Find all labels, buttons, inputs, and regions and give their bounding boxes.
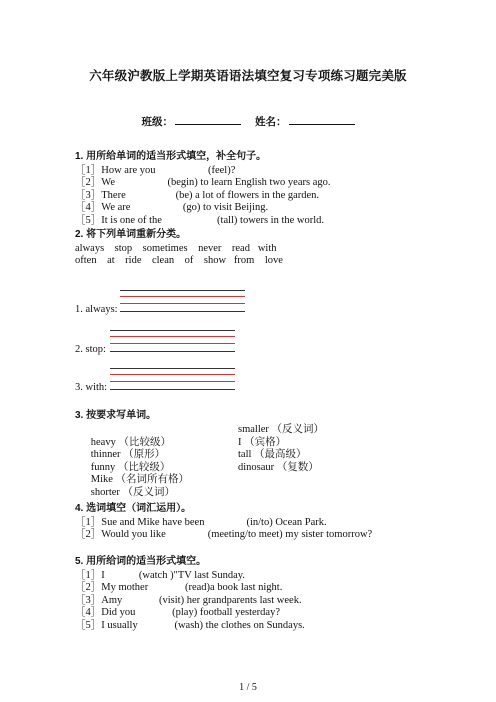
write-line — [110, 389, 235, 390]
s1-item-4: ［4］We are (go) to visit Beijing. — [75, 202, 269, 214]
s3-cell: tall （最高级） — [238, 449, 307, 461]
s5-item-5: ［5］I usually (wash) the clothes on Sundays. — [75, 619, 305, 631]
write-line — [110, 330, 235, 331]
s5-item-3: ［3］Amy (visit) her grandparents last week. — [75, 594, 302, 606]
s3-cell: I （宾格） — [238, 436, 287, 448]
s1-item-5: ［5］It is one of the (tall) towers in the world. — [75, 214, 325, 226]
word-row-1: always stop sometimes never read with — [75, 242, 277, 254]
s3-cell: thinner （原形） — [90, 449, 166, 461]
label-with: 3. with: — [75, 382, 108, 393]
s3-cell: Mike （名词所有格） — [90, 474, 190, 486]
write-line — [120, 290, 245, 291]
s3-cell: heavy （比较级） — [90, 436, 171, 448]
section-5 — [75, 556, 305, 633]
section-3-heading: 3. 按要求写单词。 — [75, 410, 157, 421]
page-title: 六年级沪教版上学期英语语法填空复习专项练习题完美版 — [89, 69, 407, 83]
label-always: 1. always: — [75, 304, 118, 315]
section-3 — [75, 410, 156, 424]
s5-item-2: ［2］My mother (read)a book last night. — [75, 582, 283, 594]
section-2 — [75, 229, 283, 268]
s4-item-1: ［1］Sue and Mike have been (in/to) Ocean Park. — [75, 516, 327, 528]
name-label: 姓名： — [255, 117, 287, 128]
write-line — [120, 311, 245, 312]
s1-item-2: ［2］We (begin) to learn English two years ago. — [75, 177, 331, 189]
section-1-heading: 1. 用所给单词的适当形式填空，补全句子。 — [75, 151, 267, 162]
section-5-heading: 5. 用所给词的适当形式填空。 — [75, 556, 207, 567]
label-stop: 2. stop: — [75, 344, 106, 355]
s4-item-2: ［2］Would you like (meeting/to meet) my sister tomorrow? — [75, 529, 373, 541]
write-line-red — [110, 343, 235, 344]
write-line-red — [120, 296, 245, 297]
s5-item-1: ［1］I (watch )"TV last Sunday. — [75, 569, 245, 581]
write-line — [110, 368, 235, 369]
write-line-red — [110, 374, 235, 375]
s3-row — [75, 461, 319, 486]
s3-row — [75, 474, 189, 498]
page-number: 1 / 5 — [239, 682, 257, 693]
section-3-grid — [75, 424, 325, 498]
section-2-heading: 2. 将下列单词重新分类。 — [75, 229, 187, 240]
s3-cell: shorter （反义词） — [90, 486, 176, 498]
class-name-line — [0, 114, 496, 129]
s3-cell: funny （比较级） — [90, 461, 171, 473]
s3-cell: smaller （反义词） — [238, 424, 325, 435]
write-line-red — [110, 381, 235, 382]
class-blank — [175, 115, 241, 125]
name-blank — [289, 115, 355, 125]
section-1 — [75, 151, 330, 228]
write-line-red — [110, 336, 235, 337]
s3-cell: dinosaur （复数） — [238, 461, 319, 473]
word-row-2: often at ride clean of show from love — [75, 255, 283, 267]
section-4 — [75, 503, 372, 542]
s1-item-3: ［3］There (be) a lot of flowers in the garden. — [75, 189, 320, 201]
s1-item-1: ［1］How are you (feel)? — [75, 164, 236, 176]
write-line — [110, 351, 235, 352]
class-label: 班级： — [141, 117, 173, 128]
section-4-heading: 4. 选词填空（词汇运用）。 — [75, 503, 192, 514]
write-line-red — [120, 303, 245, 304]
s5-item-4: ［4］Did you (play) football yesterday? — [75, 607, 280, 619]
